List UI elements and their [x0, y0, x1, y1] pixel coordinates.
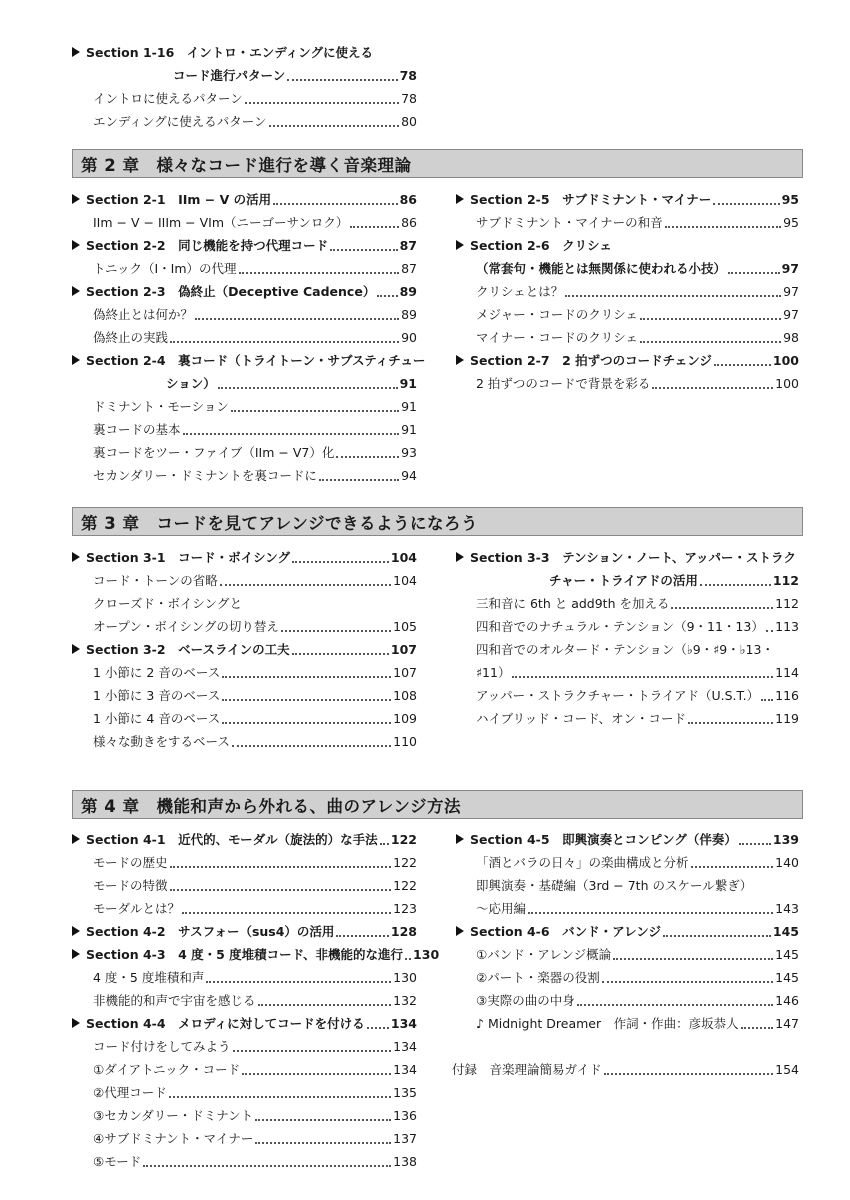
toc-entry-label: 非機能的和声で宇宙を感じる — [93, 993, 256, 1008]
dot-leader — [255, 1141, 391, 1144]
toc-page-number: 107 — [393, 664, 417, 680]
toc-entry-label: 付録 音楽理論簡易ガイド — [452, 1062, 602, 1077]
toc-page-number: 86 — [401, 214, 417, 230]
toc-entry-label: メジャー・コードのクリシェ — [476, 307, 639, 322]
dot-leader — [182, 911, 391, 914]
toc-entry[interactable] — [93, 569, 417, 591]
toc-entry-label: ③セカンダリー・ドミナント — [93, 1108, 254, 1123]
toc-entry-label: トニック（I・Im）の代理 — [93, 261, 237, 276]
dot-leader — [292, 652, 389, 655]
toc-entry-label: モードの歴史 — [93, 855, 168, 870]
toc-entry-label: サブドミナント・マイナーの和音 — [476, 215, 663, 230]
dot-leader — [691, 865, 774, 868]
toc-entry[interactable] — [476, 989, 799, 1011]
toc-entry[interactable] — [476, 638, 799, 660]
toc-page-number: 123 — [393, 900, 417, 916]
toc-section-entry[interactable] — [72, 188, 417, 210]
toc-entry[interactable] — [476, 897, 799, 919]
toc-entry[interactable] — [476, 326, 799, 348]
dot-leader — [577, 1003, 773, 1006]
toc-page-number: 136 — [393, 1107, 417, 1123]
toc-page-number: 145 — [772, 923, 799, 939]
toc-page-number: 90 — [401, 329, 417, 345]
toc-entry-label: ①ダイアトニック・コード — [93, 1062, 241, 1077]
toc-page-number: 109 — [393, 710, 417, 726]
toc-section-entry[interactable] — [72, 943, 440, 965]
toc-entry-label: モードの特徴 — [93, 878, 168, 893]
toc-page-number: 132 — [393, 992, 417, 1008]
toc-entry[interactable] — [93, 1150, 417, 1172]
dot-leader — [170, 865, 392, 868]
chapter-4-heading: 第 4 章 機能和声から外れる、曲のアレンジ方法 — [72, 790, 803, 819]
toc-section-entry[interactable] — [72, 41, 417, 63]
toc-page-number: 100 — [775, 375, 799, 391]
toc-entry-label: イントロに使えるパターン — [93, 91, 243, 106]
toc-page-number: 86 — [399, 191, 417, 207]
toc-page-number: 89 — [401, 306, 417, 322]
dot-leader — [220, 583, 391, 586]
toc-entry-label: ハイブリッド・コード、オン・コード — [476, 711, 687, 726]
toc-page-number: 130 — [413, 946, 440, 962]
dot-leader — [739, 842, 771, 845]
toc-entry-label: チャー・トライアドの活用 — [549, 573, 698, 588]
triangle-bullet-icon — [72, 926, 80, 936]
toc-page-number: 107 — [390, 641, 417, 657]
chapter-2-heading: 第 2 章 様々なコード進行を導く音楽理論 — [72, 149, 803, 178]
dot-leader — [287, 78, 397, 81]
toc-entry-label: 裏コードの基本 — [93, 422, 181, 437]
dot-leader — [319, 478, 399, 481]
dot-leader — [336, 455, 399, 458]
toc-entry-label: コード付けをしてみよう — [93, 1039, 231, 1054]
toc-section-entry[interactable] — [456, 234, 799, 256]
toc-entry-label: Section 2-1 IIm − V の活用 — [86, 192, 272, 207]
toc-entry[interactable] — [476, 303, 799, 325]
triangle-bullet-icon — [456, 240, 464, 250]
toc-entry-label: コード・トーンの省略 — [93, 573, 218, 588]
toc-entry[interactable] — [476, 874, 799, 896]
toc-entry[interactable] — [93, 592, 417, 614]
dot-leader — [222, 698, 391, 701]
toc-entry[interactable] — [549, 569, 799, 591]
toc-entry-label: ②パート・楽器の役割 — [476, 970, 600, 985]
dot-leader — [700, 583, 771, 586]
toc-entry[interactable] — [476, 851, 799, 873]
toc-page-number: 140 — [775, 854, 799, 870]
toc-section-entry[interactable] — [72, 546, 417, 568]
toc-entry[interactable] — [476, 592, 799, 614]
dot-leader — [239, 271, 400, 274]
toc-entry[interactable] — [476, 684, 799, 706]
toc-entry-label: クリシェとは？ — [476, 284, 564, 299]
dot-leader — [671, 606, 773, 609]
dot-leader — [330, 248, 398, 251]
toc-page-number: 146 — [775, 992, 799, 1008]
toc-page-number: 97 — [781, 260, 799, 276]
toc-entry[interactable] — [476, 966, 799, 988]
toc-entry[interactable] — [93, 257, 417, 279]
toc-entry-label: コード進行パターン — [173, 68, 286, 83]
toc-entry-label: Section 2-7 2 拍ずつのコードチェンジ — [470, 353, 712, 368]
toc-entry[interactable] — [476, 211, 799, 233]
toc-page-number: 113 — [775, 618, 799, 634]
toc-page-number: 114 — [775, 664, 799, 680]
toc-section-entry[interactable] — [456, 828, 799, 850]
toc-entry[interactable] — [93, 1081, 417, 1103]
toc-entry-label: IIm − V − IIIm − VIm（ニーゴーサンロク） — [93, 215, 349, 230]
dot-leader — [602, 980, 773, 983]
toc-page-number: 112 — [775, 595, 799, 611]
dot-leader — [143, 1164, 391, 1167]
toc-entry-label: 四和音でのナチュラル・テンション（9・11・13） — [476, 619, 764, 634]
toc-entry[interactable] — [93, 464, 417, 486]
toc-entry[interactable] — [476, 615, 799, 637]
toc-entry-label: Section 4-3 4 度・5 度堆積コード、非機能的な進行 — [86, 947, 404, 962]
toc-entry-label: 即興演奏・基礎編（3rd − 7th のスケール繋ぎ） — [476, 878, 753, 893]
toc-entry[interactable] — [476, 257, 799, 279]
dot-leader — [688, 721, 773, 724]
dot-leader — [565, 294, 781, 297]
triangle-bullet-icon — [456, 194, 464, 204]
toc-entry-label: クローズド・ボイシングと — [93, 596, 243, 611]
dot-leader — [231, 409, 399, 412]
toc-entry[interactable] — [93, 897, 417, 919]
toc-entry[interactable] — [93, 707, 417, 729]
dot-leader — [380, 842, 389, 845]
toc-page-number: 112 — [772, 572, 799, 588]
toc-page-number: 100 — [772, 352, 799, 368]
toc-entry-label: 2 拍ずつのコードで背景を彩る — [476, 376, 651, 391]
toc-entry[interactable] — [166, 372, 417, 394]
toc-entry-label: 裏コードをツー・ファイブ（IIm − V7）化 — [93, 445, 335, 460]
dot-leader — [206, 980, 391, 983]
toc-entry-label: 4 度・5 度堆積和声 — [93, 970, 205, 985]
toc-entry[interactable] — [476, 707, 799, 729]
toc-page-number: 145 — [775, 946, 799, 962]
dot-leader — [652, 386, 773, 389]
dot-leader — [714, 363, 771, 366]
toc-entry-label: モーダルとは？ — [93, 901, 181, 916]
toc-entry-label: エンディングに使えるパターン — [93, 114, 267, 129]
toc-entry-label: ③実際の曲の中身 — [476, 993, 575, 1008]
toc-page-number: 80 — [401, 113, 417, 129]
toc-page-number: 91 — [399, 375, 417, 391]
dot-leader — [281, 629, 391, 632]
dot-leader — [512, 675, 773, 678]
dot-leader — [183, 432, 400, 435]
toc-section-entry[interactable] — [456, 349, 799, 371]
toc-page-number: 110 — [393, 733, 417, 749]
toc-page-number: 78 — [399, 67, 417, 83]
toc-entry[interactable] — [93, 1104, 417, 1126]
toc-entry-label: 1 小節に 3 音のベース — [93, 688, 221, 703]
dot-leader — [170, 888, 392, 891]
toc-page-number: 145 — [775, 969, 799, 985]
toc-page-number: 97 — [783, 306, 799, 322]
toc-entry-label: 1 小節に 2 音のベース — [93, 665, 221, 680]
dot-leader — [170, 340, 399, 343]
toc-entry[interactable] — [93, 730, 417, 752]
dot-leader — [665, 225, 781, 228]
toc-section-entry[interactable] — [456, 546, 799, 568]
toc-page-number: 154 — [775, 1061, 799, 1077]
toc-page-number: 137 — [393, 1130, 417, 1146]
toc-page-number: 116 — [775, 687, 799, 703]
triangle-bullet-icon — [72, 355, 80, 365]
toc-page-number: 95 — [783, 214, 799, 230]
toc-entry[interactable] — [476, 1012, 799, 1034]
toc-entry[interactable] — [476, 943, 799, 965]
toc-page-number: 143 — [775, 900, 799, 916]
toc-entry-label: 様々な動きをするベース — [93, 734, 230, 749]
toc-page-number: 134 — [393, 1038, 417, 1054]
toc-entry-label: 〜応用編 — [476, 901, 527, 916]
toc-entry[interactable] — [93, 851, 417, 873]
toc-entry[interactable] — [93, 441, 417, 463]
toc-entry[interactable] — [93, 395, 417, 417]
toc-entry-label: Section 1-16 イントロ・エンディングに使える — [86, 45, 374, 60]
triangle-bullet-icon — [72, 240, 80, 250]
dot-leader — [761, 698, 773, 701]
dot-leader — [613, 957, 773, 960]
toc-entry-label: 「酒とバラの日々」の楽曲構成と分析 — [476, 855, 689, 870]
dot-leader — [233, 1049, 392, 1052]
dot-leader — [640, 317, 781, 320]
toc-entry[interactable] — [173, 64, 417, 86]
toc-page-number: 147 — [775, 1015, 799, 1031]
triangle-bullet-icon — [72, 286, 80, 296]
toc-entry-label: ♯11） — [476, 665, 511, 680]
toc-entry[interactable] — [93, 615, 417, 637]
toc-entry-label: 四和音でのオルタード・テンション（♭9・♯9・♭13・ — [476, 642, 774, 657]
triangle-bullet-icon — [72, 644, 80, 654]
toc-entry-label: Section 4-1 近代的、モーダル（旋法的）な手法 — [86, 832, 378, 847]
toc-entry-label: 1 小節に 4 音のベース — [93, 711, 221, 726]
toc-entry[interactable] — [93, 684, 417, 706]
toc-entry-label: Section 2-5 サブドミナント・マイナー — [470, 192, 712, 207]
dot-leader — [195, 317, 399, 320]
toc-entry-label: Section 2-6 クリシェ — [470, 238, 612, 253]
dot-leader — [269, 124, 400, 127]
toc-entry[interactable] — [452, 1058, 799, 1080]
dot-leader — [377, 294, 397, 297]
dot-leader — [405, 957, 411, 960]
dot-leader — [336, 934, 388, 937]
triangle-bullet-icon — [72, 949, 80, 959]
toc-section-entry[interactable] — [72, 234, 417, 256]
toc-page-number: 128 — [390, 923, 417, 939]
toc-entry[interactable] — [93, 989, 417, 1011]
toc-section-entry[interactable] — [456, 920, 799, 942]
toc-entry[interactable] — [93, 874, 417, 896]
dot-leader — [169, 1095, 391, 1098]
dot-leader — [222, 675, 391, 678]
dot-leader — [713, 202, 779, 205]
dot-leader — [273, 202, 397, 205]
toc-page-number: 104 — [393, 572, 417, 588]
toc-page-number: 122 — [393, 854, 417, 870]
toc-entry[interactable] — [93, 661, 417, 683]
toc-section-entry[interactable] — [72, 349, 426, 371]
toc-entry-label: 三和音に 6th と add9th を加える — [476, 596, 670, 611]
dot-leader — [663, 934, 771, 937]
toc-page-number: 98 — [783, 329, 799, 345]
triangle-bullet-icon — [72, 552, 80, 562]
triangle-bullet-icon — [72, 834, 80, 844]
toc-entry-label: ⑤モード — [93, 1154, 142, 1169]
toc-entry-label: オープン・ボイシングの切り替え — [93, 619, 279, 634]
toc-page-number: 104 — [390, 549, 417, 565]
toc-entry[interactable] — [476, 372, 799, 394]
toc-page-number: 91 — [401, 398, 417, 414]
toc-page-number: 122 — [393, 877, 417, 893]
toc-entry-label: ①バンド・アレンジ概論 — [476, 947, 612, 962]
toc-page-number: 134 — [393, 1061, 417, 1077]
toc-section-entry[interactable] — [72, 920, 417, 942]
toc-entry-label: ドミナント・モーション — [93, 399, 229, 414]
toc-entry-label: ②代理コード — [93, 1085, 167, 1100]
dot-leader — [258, 1003, 392, 1006]
toc-section-entry[interactable] — [72, 828, 417, 850]
toc-page-number: 87 — [401, 260, 417, 276]
toc-entry-label: Section 4-4 メロディに対してコードを付ける — [86, 1016, 365, 1031]
toc-page-number: 95 — [781, 191, 799, 207]
toc-section-entry[interactable] — [72, 1012, 417, 1034]
toc-entry-label: ④サブドミナント・マイナー — [93, 1131, 254, 1146]
toc-entry[interactable] — [93, 966, 417, 988]
toc-page-number: 122 — [390, 831, 417, 847]
toc-page-number: 97 — [783, 283, 799, 299]
triangle-bullet-icon — [456, 834, 464, 844]
toc-entry-label: （常套句・機能とは無関係に使われる小技） — [476, 261, 727, 276]
toc-page-number: 134 — [390, 1015, 417, 1031]
toc-entry-label: Section 2-4 裏コード（トライトーン・サブスティチュー — [86, 353, 426, 368]
toc-page-number: 138 — [393, 1153, 417, 1169]
dot-leader — [245, 101, 399, 104]
toc-section-entry[interactable] — [72, 280, 417, 302]
toc-entry-label: 偽終止とは何か？ — [93, 307, 194, 322]
triangle-bullet-icon — [456, 552, 464, 562]
toc-entry[interactable] — [93, 1035, 417, 1057]
dot-leader — [604, 1072, 774, 1075]
toc-page-number: 89 — [399, 283, 417, 299]
toc-page-number: 94 — [401, 467, 417, 483]
toc-page-number: 87 — [399, 237, 417, 253]
toc-page-number: 119 — [775, 710, 799, 726]
toc-entry-label: Section 4-2 サスフォー（sus4）の活用 — [86, 924, 335, 939]
triangle-bullet-icon — [72, 194, 80, 204]
toc-entry-label: 偽終止の実践 — [93, 330, 169, 345]
dot-leader — [292, 560, 389, 563]
dot-leader — [741, 1026, 774, 1029]
toc-entry-label: セカンダリー・ドミナントを裏コードに — [93, 468, 317, 483]
toc-page-number: 139 — [772, 831, 799, 847]
toc-entry-label: Section 2-2 同じ機能を持つ代理コード — [86, 238, 329, 253]
dot-leader — [766, 629, 773, 632]
toc-entry-label: Section 4-5 即興演奏とコンピング（伴奏） — [470, 832, 737, 847]
toc-entry-label: Section 3-2 ベースラインの工夫 — [86, 642, 290, 657]
toc-entry[interactable] — [93, 87, 417, 109]
toc-entry[interactable] — [93, 1058, 417, 1080]
toc-page-number: 78 — [401, 90, 417, 106]
toc-page-number: 135 — [393, 1084, 417, 1100]
toc-entry[interactable] — [93, 110, 417, 132]
toc-entry-label: Section 3-3 テンション・ノート、アッパー・ストラク — [470, 550, 797, 565]
toc-page-number: 93 — [401, 444, 417, 460]
toc-entry[interactable] — [476, 280, 799, 302]
toc-entry[interactable] — [93, 418, 417, 440]
toc-page-number: 108 — [393, 687, 417, 703]
toc-entry[interactable] — [93, 303, 417, 325]
toc-entry-label: アッパー・ストラクチャー・トライアド（U.S.T.） — [476, 688, 760, 703]
dot-leader — [255, 1118, 391, 1121]
dot-leader — [728, 271, 780, 274]
triangle-bullet-icon — [456, 926, 464, 936]
triangle-bullet-icon — [456, 355, 464, 365]
toc-section-entry[interactable] — [456, 188, 799, 210]
toc-entry[interactable] — [93, 326, 417, 348]
dot-leader — [218, 386, 398, 389]
dot-leader — [242, 1072, 391, 1075]
toc-entry-label: Section 4-6 バンド・アレンジ — [470, 924, 661, 939]
dot-leader — [367, 1026, 389, 1029]
triangle-bullet-icon — [72, 47, 80, 57]
chapter-3-heading: 第 3 章 コードを見てアレンジできるようになろう — [72, 507, 803, 536]
dot-leader — [528, 911, 773, 914]
toc-entry[interactable] — [476, 661, 799, 683]
toc-page-number: 105 — [393, 618, 417, 634]
toc-section-entry[interactable] — [72, 638, 417, 660]
dot-leader — [222, 721, 391, 724]
dot-leader — [350, 225, 399, 228]
toc-page-number: 91 — [401, 421, 417, 437]
toc-page-number: 130 — [393, 969, 417, 985]
toc-entry-label: ション） — [166, 376, 216, 391]
toc-entry[interactable] — [93, 211, 417, 233]
toc-entry-label: Section 2-3 偽終止（Deceptive Cadence） — [86, 284, 376, 299]
dot-leader — [640, 340, 781, 343]
toc-entry-label: Section 3-1 コード・ボイシング — [86, 550, 291, 565]
triangle-bullet-icon — [72, 1018, 80, 1028]
dot-leader — [232, 744, 391, 747]
toc-entry[interactable] — [93, 1127, 417, 1149]
toc-entry-label: ♪ Midnight Dreamer 作詞・作曲：彦坂恭人 — [476, 1016, 739, 1031]
toc-entry-label: マイナー・コードのクリシェ — [476, 330, 639, 345]
